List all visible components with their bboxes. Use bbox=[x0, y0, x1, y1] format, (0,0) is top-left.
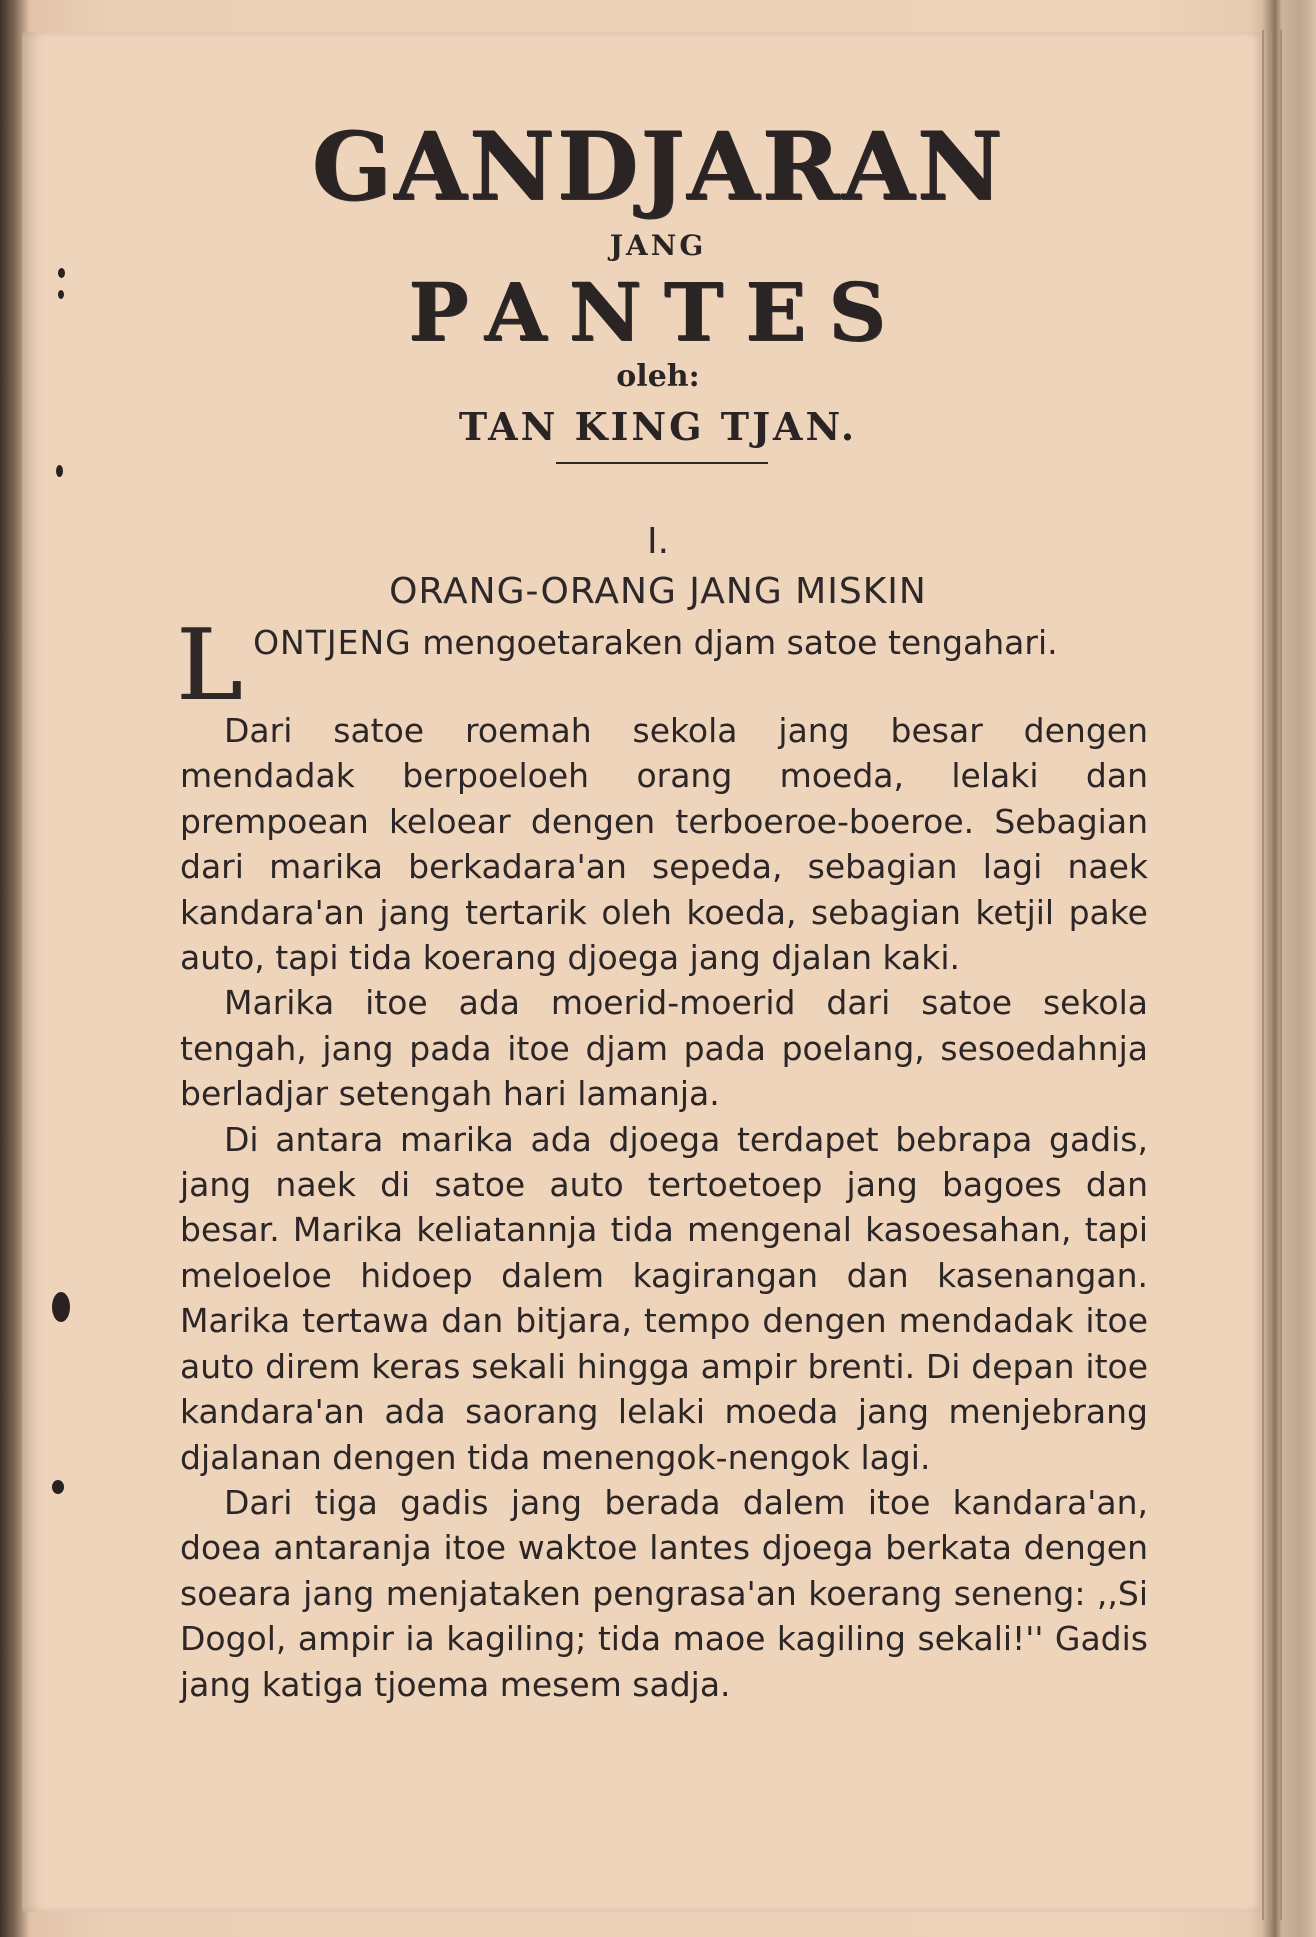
title-divider bbox=[556, 462, 768, 464]
paragraph: Dari satoe roemah sekola jang besar dengen mendadak berpoeloeh orang moeda, lelaki dan prempoean keloear dengen terboeroe-boeroe. Sebagian dari marika berkadara'an sepeda, sebagian lagi naek kandara'an jang tertarik oleh koeda, sebagian ketjil pake auto, tapi tida koerang djoega jang djalan kaki. bbox=[180, 711, 1148, 978]
paragraph: Di antara marika ada djoega terdapet bebrapa gadis, jang naek di satoe auto tertoetoep jang bagoes dan besar. Marika keliatannja tida mengenal kasoesahan, tapi meloeloe hidoep dalem kagirangan dan kasenangan. Marika tertawa dan bitjara, tempo dengen mendadak itoe auto direm keras sekali hingga ampir brenti. Di depan itoe kandara'an ada saorang lelaki moeda jang menjebrang djalanan dengen tida menengok-nengok lagi. bbox=[180, 1119, 1148, 1477]
chapter-body bbox=[176, 609, 1148, 1707]
drop-cap: L bbox=[176, 609, 240, 723]
paragraph: Marika itoe ada moerid-moerid dari satoe sekola tengah, jang pada itoe djam pada poelang, sesoedahnja berladjar setengah hari lamanja. bbox=[180, 983, 1148, 1114]
chapter-title: ORANG-ORANG JANG MISKIN bbox=[389, 571, 927, 612]
book-title: GANDJARAN bbox=[311, 112, 1005, 222]
binding-mark bbox=[52, 1292, 70, 1322]
binding-mark bbox=[52, 1480, 64, 1494]
title-connector: JANG bbox=[609, 229, 707, 262]
binding-mark bbox=[56, 465, 63, 477]
lead-word: ONTJENG bbox=[253, 623, 412, 662]
paragraph-text: mengoetaraken djam satoe tengahari. bbox=[411, 623, 1058, 662]
paragraph bbox=[176, 609, 1148, 723]
paragraph: Dari tiga gadis jang berada dalem itoe kandara'an, doea antaranja itoe waktoe lantes djoega berkata dengen soeara jang menjataken pengrasa'an koerang seneng: ,,Si Dogol, ampir ia kagiling; tida maoe kagiling sekali!'' Gadis jang katiga tjoema mesem sadja. bbox=[180, 1482, 1148, 1704]
byline-label: oleh: bbox=[616, 359, 700, 394]
book-subtitle: PANTES bbox=[408, 265, 908, 359]
chapter-number: I. bbox=[646, 521, 670, 562]
author-name: TAN KING TJAN. bbox=[458, 404, 858, 449]
